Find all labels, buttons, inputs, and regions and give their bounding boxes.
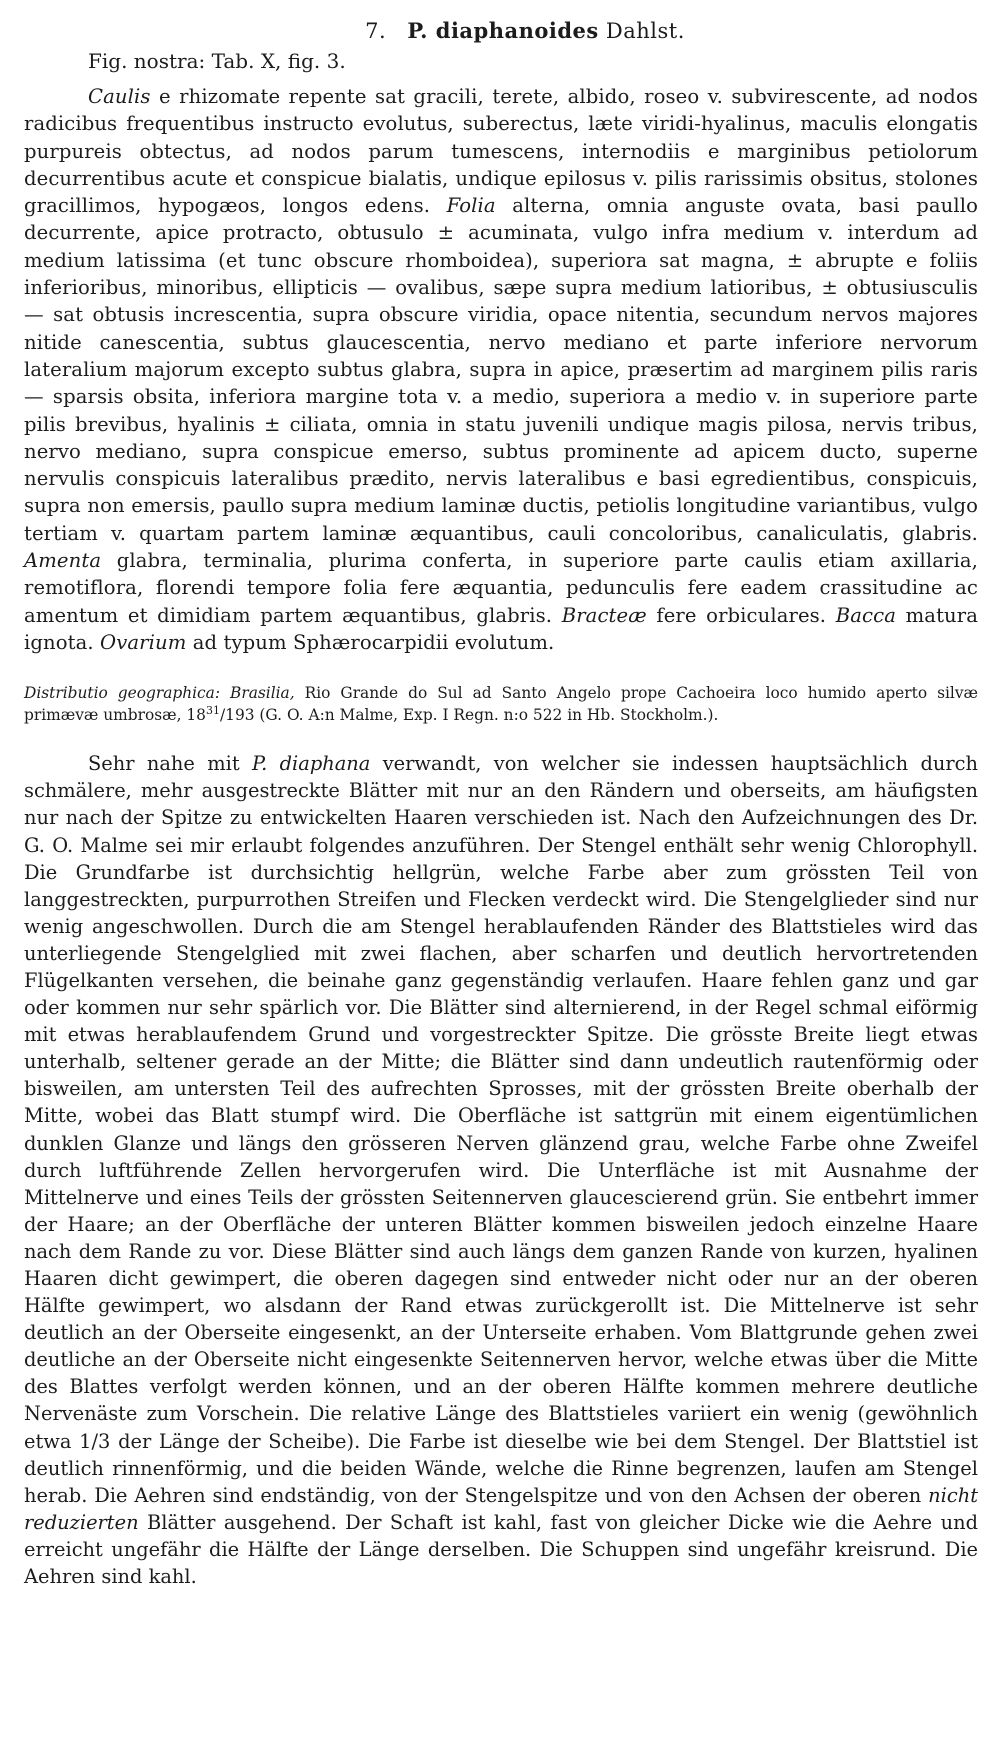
term-amenta: Amenta — [24, 549, 102, 573]
species-author: Dahlst. — [605, 19, 685, 43]
distribution-text-end: /193 (G. O. A:n Malme, Exp. I Regn. n:o 522 in Hb. Stockholm.). — [219, 706, 719, 725]
term-folia: Folia — [446, 194, 496, 218]
bacca-text: matura ignota. — [24, 603, 979, 654]
species-name: P. diaphanoides — [407, 18, 599, 43]
commentary-part-2: verwandt, von welcher sie indessen hauptsächlich durch schmälere, mehr ausgestreckte Blätter mit nur an den Rändern und oberseits, am häufigsten nur nach der Spitze zu entwickelten Haaren verschieden ist. Nach den Aufzeichnungen des Dr. G. O. Malme sei mir erlaubt folgendes anzuführen. Der Stengel enthält sehr wenig Chlorophyll. Die Grundfarbe ist durchsichtig hellgrün, welche Farbe aber zum grössten Teil von langgestreckten, purpurrothen Streifen und Flecken verdeckt wird. Die Stengelglieder sind nur wenig angeschwollen. Durch die am Stengel herablaufenden Ränder des Blattstieles wird das unterliegende Stengelglied mit zwei flachen, aber scharfen und deutlich hervortretenden Flügelkanten versehen, die beinahe ganz gegenständig verlaufen. Haare fehlen ganz und gar oder kommen nur sehr spärlich vor. Die Blätter sind alternierend, in der Regel schmal eiförmig mit etwas herablaufendem Grund und vorgestreckter Spitze. Die grösste Breite liegt etwas unterhalb, seltener gerade an der Mitte; die Blätter sind dann undeutlich rautenförmig oder bisweilen, am untersten Teil des aufrechten Sprosses, mit der grössten Breite oberhalb der Mitte, wobei das Blatt stumpf wird. Die Oberfläche ist sattgrün mit einem eigentümlichen dunklen Glanze und längs den grösseren Nerven glänzend grau, welche Farbe ohne Zweifel durch luftführende Zellen hervorgerufen wird. Die Unterfläche ist mit Ausnahme der Mittelnerve und eines Teils der grössten Seitennerven glaucescierend grün. Sie entbehrt immer der Haare; an der Oberfläche der unteren Blätter kommen bisweilen jedoch einzelne Haare nach dem Rande zu vor. Diese Blätter sind auch längs dem ganzen Rande von kurzen, hyalinen Haaren dicht gewimpert, die oberen dagegen sind entweder nicht oder nur an der oberen Hälfte gewimpert, wo alsdann der Rand etwas zurückgerollt ist. Die Mittelnerve ist sehr deutlich an der Oberseite eingesenkt, an der Unterseite erhaben. Vom Blattgrunde gehen zwei deutliche an der Oberseite nicht eingesenkte Seitennerven hervor, welche etwas über die Mitte des Blattes verfolgt werden können, und an der oberen Hälfte kommen mehrere deutliche Nervenäste zum Vorschein. Die relative Länge des Blattstieles variiert ein wenig (gewöhnlich etwa — [24, 752, 978, 1453]
distribution-note — [24, 682, 978, 726]
amenta-text: glabra, terminalia, plurima conferta, in superiore parte caulis etiam axillaria, remotiflora, florendi tempore folia fere æquantia, pedunculis fere eadem crassitudine ac amentum et dimidiam partem æquantibus, glabris. — [24, 549, 978, 627]
german-commentary — [24, 750, 978, 1590]
term-bracteae: Bracteæ — [561, 603, 647, 627]
folia-text: alterna, omnia anguste ovata, basi paullo decurrente, apice protracto, obtusulo ± acuminata, vulgo infra medium v. interdum ad medium latissima (et tunc obscure rhomboidea), superiora sat magna, ± abrupte e foliis inferioribus, minoribus, ellipticis — ovalibus, sæpe supra medium latioribus, ± obtusiusculis — sat obtusis increscentia, supra obscure viridia, opace nitentia, secundum nervos majores nitide canescentia, subtus glaucescentia, nervo mediano et parte inferiore nervorum lateralium majorum excepto subtus glabra, supra in apice, præsertim ad marginem pilis raris — sparsis obsita, inferiora margine tota v. a medio, superiora a medio v. in superiore parte pilis brevibus, hyalinis ± ciliata, omnia in statu juvenili undique magis pilosa, nervis tribus, nervo mediano, supra conspicue emerso, subtus prominente ad apicem ducto, superne nervulis conspicuis lateralibus prædito, nervis lateralibus e basi egredientibus, conspicuis, supra non emersis, paullo supra medium laminæ ductis, petiolis longitudine variantibus, vulgo tertiam v. quartam partem laminæ æquantibus, cauli concoloribus, canaliculatis, glabris. — [24, 194, 978, 545]
latin-description — [24, 83, 978, 656]
commentary-species-ref: P. diaphana — [252, 752, 371, 776]
commentary-fraction: 1/3 — [79, 1429, 111, 1453]
commentary-emphasis: nicht reduzierten — [24, 1483, 978, 1534]
term-caulis: Caulis — [88, 85, 151, 108]
figure-reference: Fig. nostra: Tab. X, fig. 3. — [88, 49, 346, 73]
caulis-text: e rhizomate repente sat gracili, terete, albido, roseo v. subvirescente, ad nodos radicibus frequentibus instructo evolutus, suberectus, læte viridi-hyalinus, maculis elongatis purpureis obtectus, ad nodos parum tumescens, internodiis e marginibus petiolorum decurrentibus acute et conspicue bialatis, undique epilosus v. pilis rarissimis obsitus, stolones gracillimos, hypogæos, longos edens. — [24, 85, 978, 218]
species-number: 7. — [365, 19, 387, 43]
commentary-part-3: der Länge der Scheibe). Die Farbe ist dieselbe wie bei dem Stengel. Der Blattstiel ist deutlich rinnenförmig, und die beiden Wände, welche die Rinne begrenzen, laufen am Stengel herab. Die Aehren sind endständig, von der Stengelspitze und von den Achsen der oberen — [24, 1429, 978, 1507]
species-heading — [24, 18, 978, 43]
distribution-superscript: 31 — [205, 704, 220, 718]
term-bacca: Bacca — [835, 603, 896, 627]
ovarium-text: ad typum Sphærocarpidii evolutum. — [186, 630, 555, 654]
commentary-part-1: Sehr nahe mit — [88, 752, 252, 776]
distribution-text: Rio Grande do Sul ad Santo Angelo prope Cachoeira loco humido aperto silvæ primævæ umbrosæ, 18 — [24, 684, 978, 725]
distribution-label: Distributio geographica: Brasilia, — [24, 684, 295, 703]
term-ovarium: Ovarium — [100, 630, 187, 654]
commentary-part-4: Blätter ausgehend. Der Schaft ist kahl, fast von gleicher Dicke wie die Aehre und erreicht ungefähr die Hälfte der Länge derselben. Die Schuppen sind ungefähr kreisrund. Die Aehren sind kahl. — [24, 1510, 978, 1589]
bracteae-text: fere orbiculares. — [646, 603, 836, 627]
